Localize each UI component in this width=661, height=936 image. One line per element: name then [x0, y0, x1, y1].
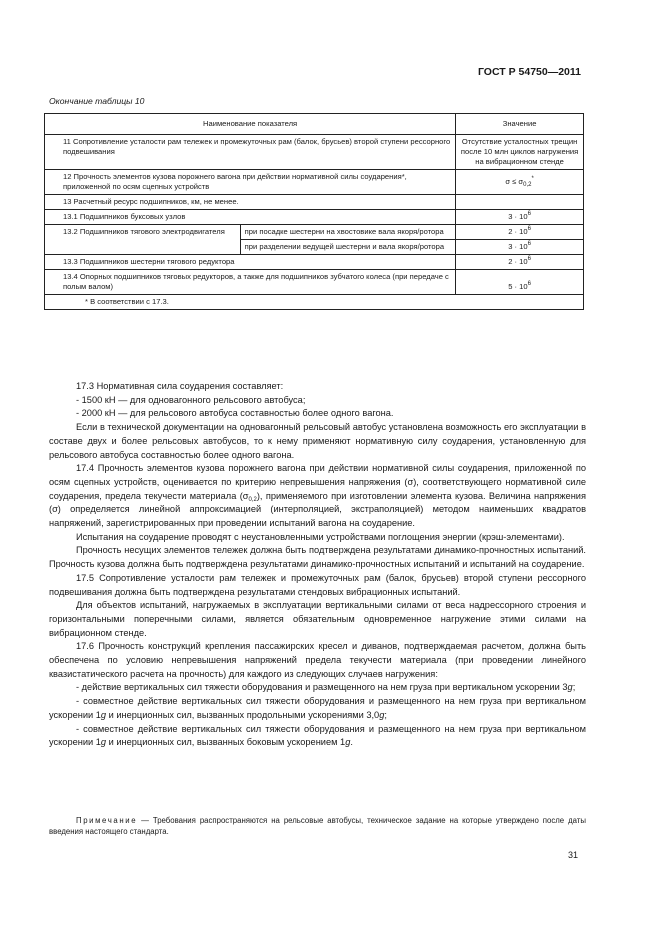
standard-header: ГОСТ Р 54750—2011 [477, 66, 581, 78]
row-13-3-name: 13.3 Подшипников шестерни тягового редуктора [45, 255, 456, 270]
table-row [45, 270, 584, 295]
list-item: - 1500 кН — для одновагонного рельсового автобуса; [76, 394, 306, 405]
row-13-1-value: $3 \cdot 10^6$ [456, 210, 584, 225]
list-item: - совместное действие вертикальных сил тяжести оборудования и размещенного на нем груза при вертикальном ускорении 1g и инерционных сил, вызванных боковым ускорением 1g. [49, 723, 586, 748]
paragraph: 17.4 Прочность элементов кузова порожнего вагона при действии нормативной силы соударения, приложенной по осям сцепных устройств, оценивается по критерию непревышения напряжения (σ), соответствующего нормативной силе соударения, предела текучести материала $(\sigma_{0,2})$, применяемого при изготовлении элемента кузова. Величина напряжения (σ) определяется линейной аппроксимацией (интерполяцией, экстраполяцией) методом наименьших квадратов напряжений, зарегистрированных при проведении испытаний вагона на соударение. [49, 463, 586, 529]
note [49, 815, 586, 837]
page-number: 31 [568, 850, 579, 860]
row-13-4-value: $5 \cdot 10^6$ [456, 270, 584, 295]
table-footnote: * В соответствии с 17.3. [45, 295, 584, 310]
table-header-row [45, 114, 584, 135]
row-11-value: Отсутствие усталостных трещин после 10 млн циклов нагружения на вибрационном стенде [456, 135, 584, 170]
table-row [45, 255, 584, 270]
list-item: - 2000 кН — для рельсового автобуса составностью более одного вагона. [76, 408, 394, 419]
row-13-2-a-value: $2 \cdot 10^6$ [456, 225, 584, 240]
table-row [45, 135, 584, 170]
list-item: - совместное действие вертикальных сил тяжести оборудования и размещенного на нем груза при вертикальном ускорении 1g и инерционных сил, вызванных продольными ускорениями 3,0g; [49, 696, 586, 720]
row-13-name: 13 Расчетный ресурс подшипников, км, не менее. [45, 195, 456, 210]
row-13-2-b-name: при разделении ведущей шестерни и вала якоря/ротора [240, 240, 456, 255]
indicators-table [44, 113, 584, 310]
row-13-2-a-name: при посадке шестерни на хвостовике вала якоря/ротора [240, 225, 456, 240]
paragraph: Испытания на соударение проводят с неустановленными устройствами поглощения энергии (крэш-элементами). [76, 531, 565, 542]
list-item: - действие вертикальных сил тяжести оборудования и размещенного на нем груза при вертикальном ускорении 3g; [76, 682, 576, 693]
table-caption: Окончание таблицы 10 [49, 96, 145, 106]
row-13-4-name: 13.4 Опорных подшипников тяговых редукторов, а также для подшипников зубчатого колеса (при передаче с полым валом) [45, 270, 456, 295]
row-13-2-name: 13.2 Подшипников тягового электродвигателя [45, 225, 241, 255]
row-12-value: $\sigma \le \sigma_{0,2}^*$ [456, 170, 584, 195]
table-row [45, 195, 584, 210]
row-13-2-b-value: $3 \cdot 10^6$ [456, 240, 584, 255]
header-value: Значение [456, 114, 584, 135]
table-row [45, 225, 584, 240]
table-row [45, 170, 584, 195]
note-text: — Требования распространяются на рельсовые автобусы, техническое задание на которые утверждено после даты введения настоящего стандарта. [49, 816, 586, 836]
table-row [45, 210, 584, 225]
body-text [49, 380, 586, 750]
paragraph: 17.6 Прочность конструкций крепления пассажирских кресел и диванов, подтверждаемая расчетом, должна быть обеспечена по условию непревышения напряжений предела текучести материала (при проведении линейного квазистатического расчета на прочность) для каждого из следующих случаев нагружения: [49, 641, 586, 679]
paragraph: 17.5 Сопротивление усталости рам тележек и промежуточных рам (балок, брусьев) второй ступени рессорного подвешивания должна быть подтверждена результатами стендовых вибрационных испытаний. [49, 572, 586, 597]
paragraph: Прочность несущих элементов тележек должна быть подтверждена результатами динамико-прочностных испытаний. Прочность кузова должна быть подтверждена результатами динамико-прочностных испытаний и испытаний на соударение. [49, 545, 586, 570]
paragraph: Для объектов испытаний, нагружаемых в эксплуатации вертикальными силами от веса надрессорного строения и горизонтальными поперечными силами, является обязательным одновременное нагружение этими силами на вибрационном стенде. [49, 600, 586, 638]
row-11-name: 11 Сопротивление усталости рам тележек и промежуточных рам (балок, брусьев) второй ступени рессорного подвешивания [45, 135, 456, 170]
paragraph: 17.3 Нормативная сила соударения составляет: [76, 381, 284, 391]
row-13-1-name: 13.1 Подшипников буксовых узлов [45, 210, 456, 225]
header-name: Наименование показателя [45, 114, 456, 135]
row-13-value [456, 195, 584, 210]
note-label: Примечание [76, 816, 138, 825]
row-13-3-value: $2 \cdot 10^6$ [456, 255, 584, 270]
paragraph: Если в технической документации на одновагонный рельсовый автобус установлена возможность его эксплуатации в составе двух и более рельсовых автобусов, то к нему применяют нормативную силу соударения, установленную для рельсового автобуса составностью более одного вагона. [49, 422, 586, 460]
row-12-name: 12 Прочность элементов кузова порожнего вагона при действии нормативной силы соударения*, приложенной по осям сцепных устройств [45, 170, 456, 195]
table-footnote-row [45, 295, 584, 310]
